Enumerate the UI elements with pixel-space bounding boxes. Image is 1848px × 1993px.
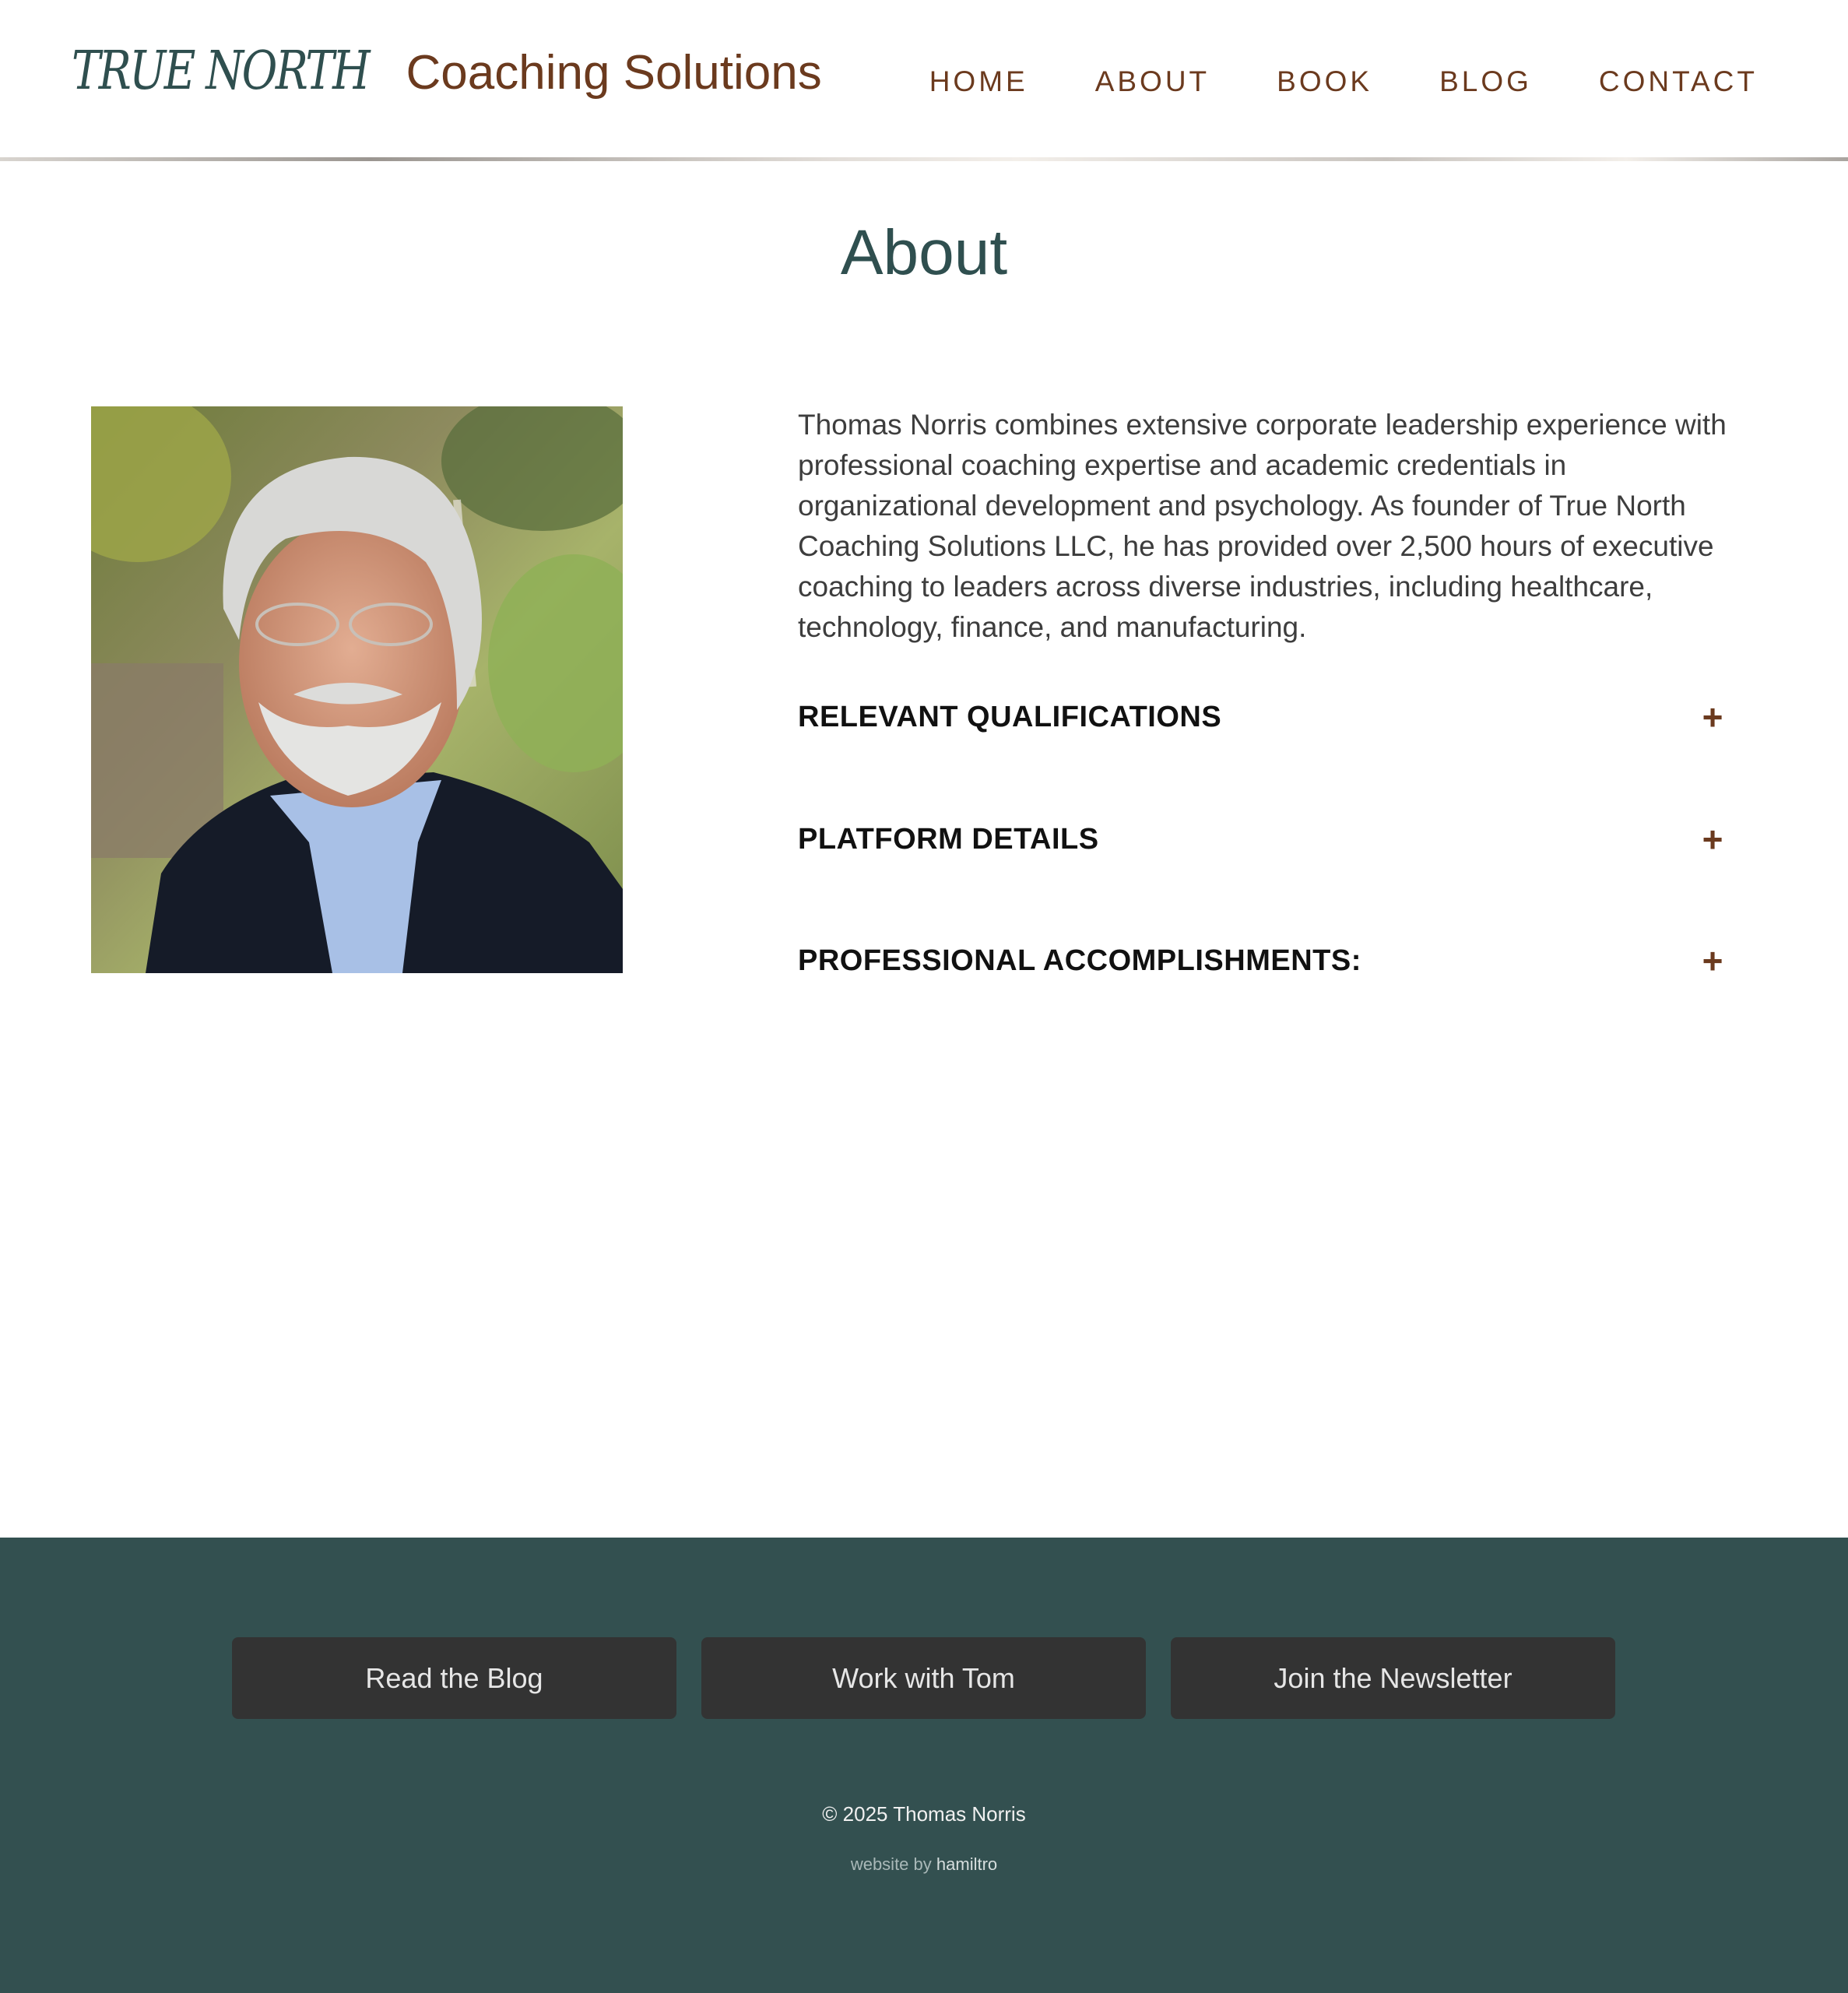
nav-book[interactable]: BOOK xyxy=(1277,65,1373,97)
accordion-label: RELEVANT QUALIFICATIONS xyxy=(798,701,1222,733)
nav-about[interactable]: ABOUT xyxy=(1094,65,1210,97)
accordion-qualifications[interactable] xyxy=(798,694,1736,740)
site-header xyxy=(0,0,1848,159)
work-with-tom-button[interactable]: Work with Tom xyxy=(701,1637,1146,1719)
plus-icon[interactable]: + xyxy=(1702,940,1723,981)
accordion-label: PROFESSIONAL ACCOMPLISHMENTS: xyxy=(798,944,1361,977)
plus-icon[interactable]: + xyxy=(1702,697,1723,737)
join-newsletter-button[interactable]: Join the Newsletter xyxy=(1171,1637,1615,1719)
credit-link[interactable]: hamiltro xyxy=(936,1854,998,1874)
site-footer xyxy=(0,1538,1848,1993)
logo-sans-text: Coaching Solutions xyxy=(406,46,822,100)
nav-home[interactable]: HOME xyxy=(929,65,1028,97)
page-title: About xyxy=(840,217,1008,288)
portrait-photo xyxy=(91,406,623,973)
site-credit xyxy=(0,1854,1848,1875)
accordion-platform-details[interactable] xyxy=(798,816,1736,863)
accordion-label: PLATFORM DETAILS xyxy=(798,823,1099,856)
credit-prefix: website by xyxy=(850,1854,932,1874)
read-blog-button[interactable]: Read the Blog xyxy=(232,1637,676,1719)
nav-blog[interactable]: BLOG xyxy=(1439,65,1532,97)
copyright-text: © 2025 Thomas Norris xyxy=(822,1802,1026,1826)
logo-serif-text: TRUE NORTH xyxy=(72,40,369,102)
header-divider xyxy=(0,157,1848,161)
accordion-accomplishments[interactable] xyxy=(798,937,1736,984)
site-logo[interactable] xyxy=(72,40,822,102)
plus-icon[interactable]: + xyxy=(1702,819,1723,859)
about-intro-text: Thomas Norris combines extensive corporate leadership experience with professional coaching expertise and academic credentials in organizational development and psychology. As founder of True North Coaching Solutions LLC, he has provided over 2,500 hours of executive coaching to leaders across diverse industries, including healthcare, technology, finance, and manufacturing. xyxy=(798,409,1727,643)
nav-contact[interactable]: CONTACT xyxy=(1598,65,1758,97)
main-nav xyxy=(929,65,1758,98)
